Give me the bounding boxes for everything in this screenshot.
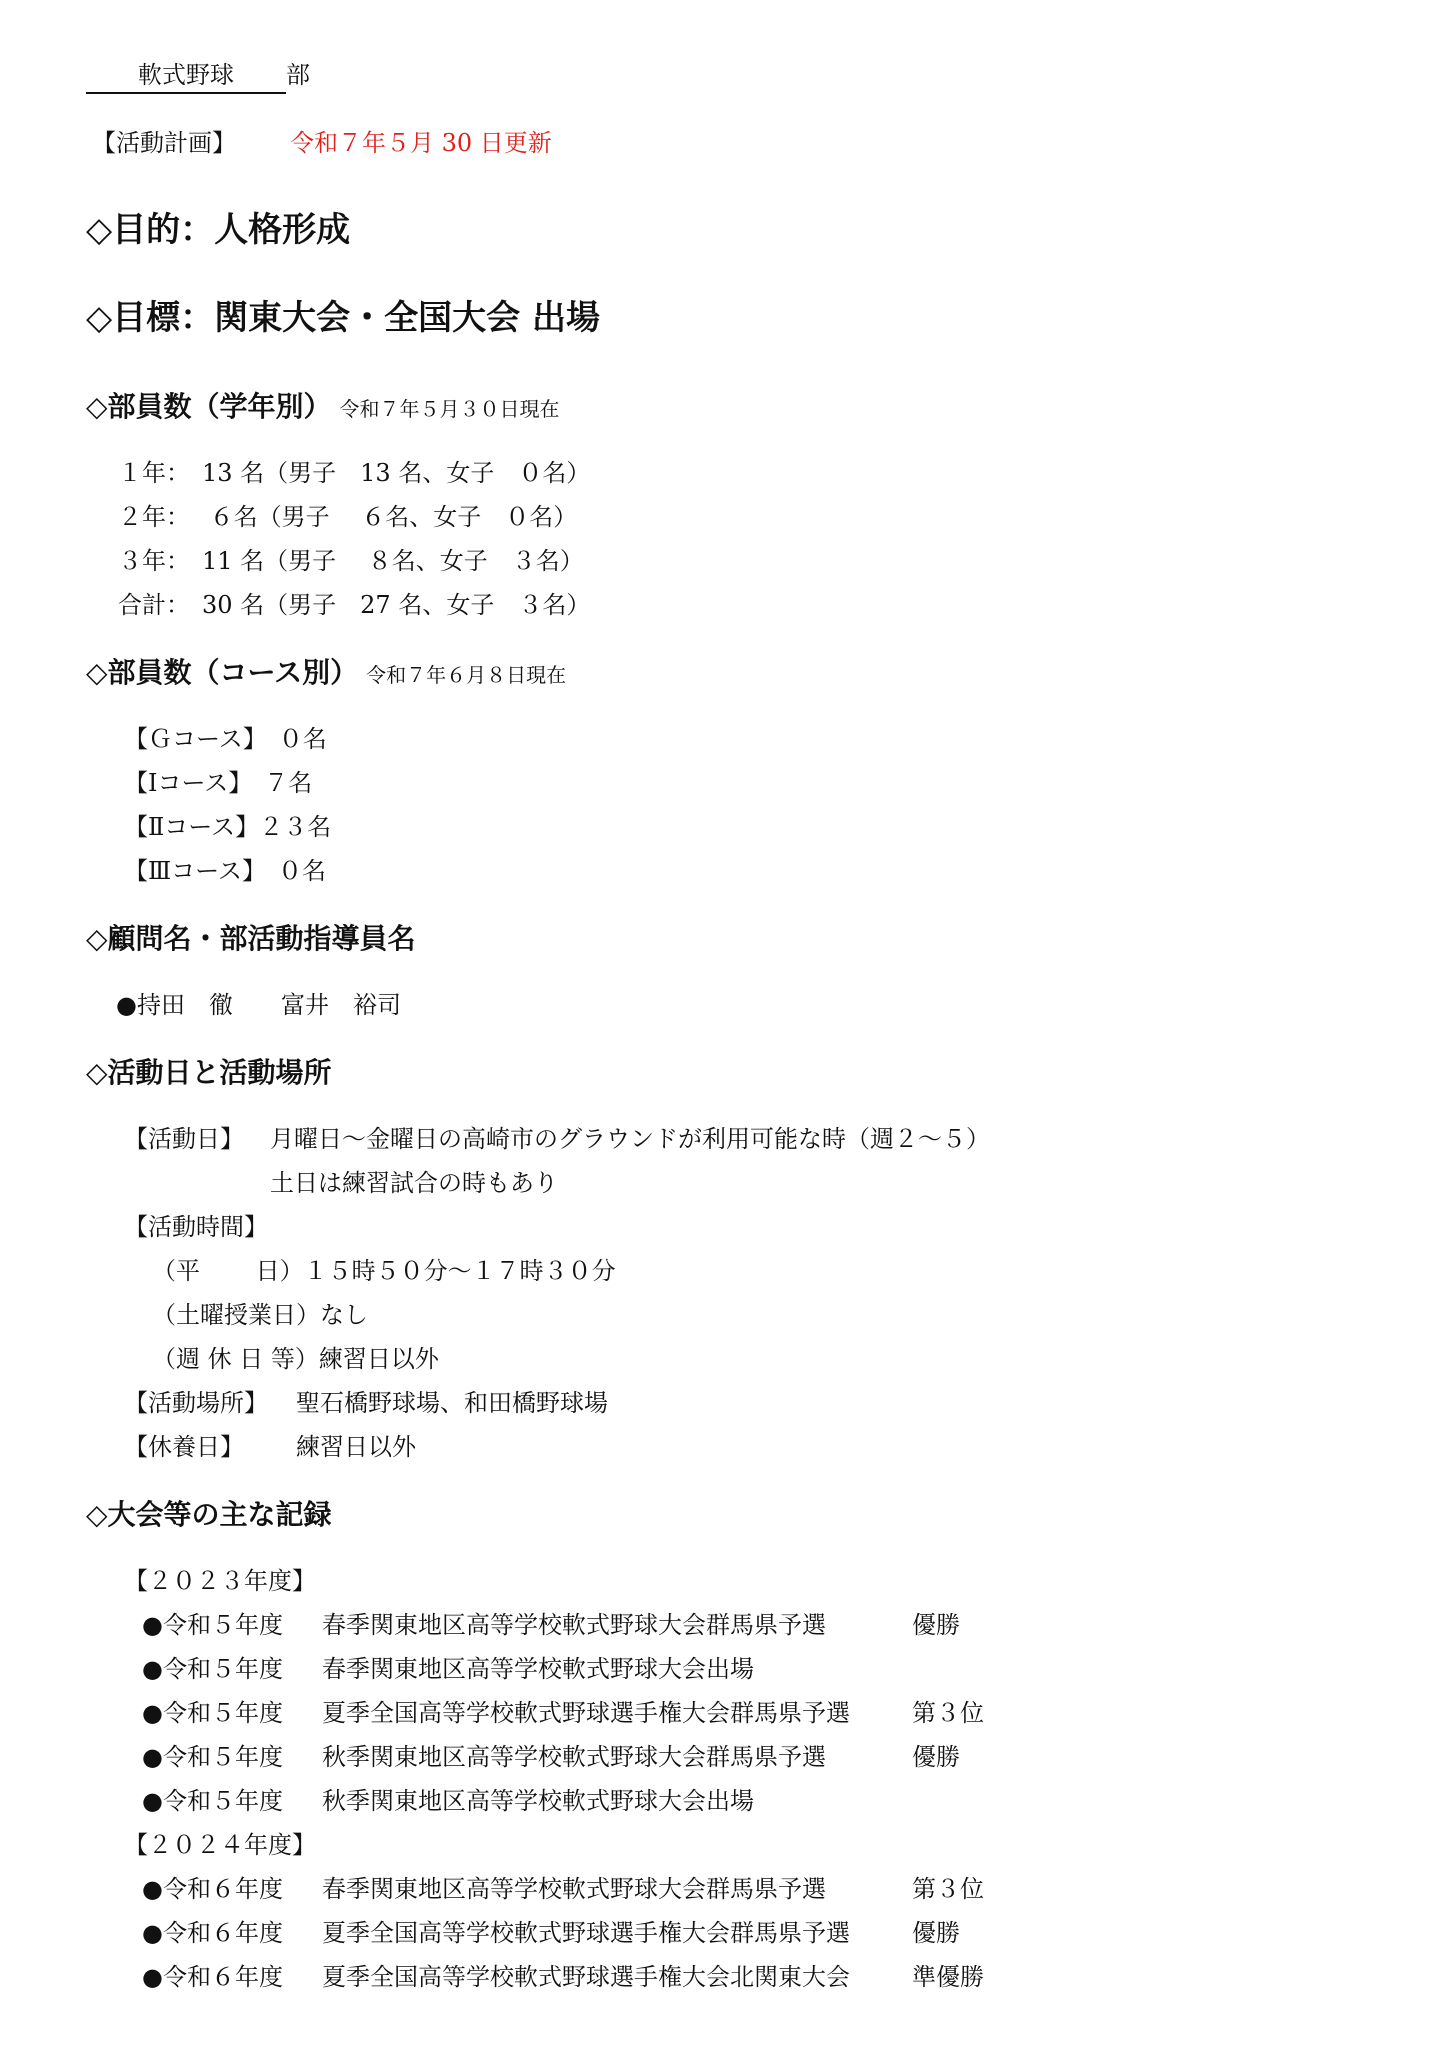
records-year-2023: 【２０２３年度】	[124, 1567, 316, 1595]
members-grade-heading-line	[86, 390, 560, 424]
record-year: ●令和５年度	[142, 1787, 283, 1815]
record-result: 準優勝	[912, 1963, 984, 1991]
activity-days-label: 【活動日】	[124, 1125, 244, 1153]
record-result: 優勝	[912, 1919, 960, 1947]
record-year: ●令和６年度	[142, 1919, 283, 1947]
members-course-heading-line	[86, 656, 566, 690]
activity-heading: ◇活動日と活動場所	[86, 1056, 332, 1089]
records-heading: ◇大会等の主な記録	[86, 1498, 332, 1531]
members-grade-heading: ◇部員数（学年別）	[86, 390, 332, 423]
activity-days-note: 土日は練習試合の時もあり	[270, 1169, 558, 1197]
activity-hours-label: 【活動時間】	[124, 1213, 268, 1241]
club-suffix: 部	[286, 61, 310, 89]
records-year-2024: 【２０２４年度】	[124, 1831, 316, 1859]
grade-row-3: ３年： 11 名（男子 ８名、女子 ３名）	[118, 547, 584, 575]
activity-days-text: 月曜日～金曜日の高崎市のグラウンドが利用可能な時（週２～５）	[270, 1125, 990, 1153]
record-event: 秋季関東地区高等学校軟式野球大会群馬県予選	[322, 1743, 826, 1771]
activity-place-label: 【活動場所】	[124, 1389, 268, 1417]
members-course-as-of: 令和７年６月８日現在	[366, 663, 567, 687]
record-year: ●令和５年度	[142, 1743, 283, 1771]
record-event: 春季関東地区高等学校軟式野球大会群馬県予選	[322, 1875, 826, 1903]
rest-day-label: 【休養日】	[124, 1433, 244, 1461]
purpose-heading: ◇目的：人格形成	[86, 210, 351, 250]
course-row-3: 【Ⅲコース】 ０名	[124, 857, 326, 885]
rest-day-text: 練習日以外	[296, 1433, 416, 1461]
activity-hours-weekday: （平 日）１５時５０分～１７時３０分	[152, 1257, 616, 1285]
grade-row-1: １年： 13 名（男子 13 名、女子 ０名）	[118, 459, 591, 487]
record-year: ●令和５年度	[142, 1611, 283, 1639]
goal-heading: ◇目標：関東大会・全国大会 出場	[86, 298, 600, 338]
record-event: 夏季全国高等学校軟式野球選手権大会北関東大会	[322, 1963, 850, 1991]
advisor-names: ●持田 徹 富井 裕司	[116, 991, 401, 1019]
course-row-2: 【Ⅱコース】２３名	[124, 813, 332, 841]
record-year: ●令和５年度	[142, 1655, 283, 1683]
activity-hours-saturday: （土曜授業日）なし	[152, 1301, 368, 1329]
advisors-heading: ◇顧問名・部活動指導員名	[86, 922, 416, 955]
grade-row-2: ２年： ６名（男子 ６名、女子 ０名）	[118, 503, 578, 531]
record-event: 秋季関東地区高等学校軟式野球大会出場	[322, 1787, 754, 1815]
record-event: 夏季全国高等学校軟式野球選手権大会群馬県予選	[322, 1919, 850, 1947]
activity-place-text: 聖石橋野球場、和田橋野球場	[296, 1389, 608, 1417]
record-year: ●令和６年度	[142, 1963, 283, 1991]
course-row-1: 【Ⅰコース】 ７名	[124, 769, 313, 797]
course-row-g: 【Ｇコース】 ０名	[124, 725, 327, 753]
members-course-heading: ◇部員数（コース別）	[86, 656, 359, 689]
plan-label: 【活動計画】	[92, 129, 236, 157]
record-year: ●令和６年度	[142, 1875, 283, 1903]
record-year: ●令和５年度	[142, 1699, 283, 1727]
club-name: 軟式野球	[86, 60, 286, 94]
record-result: 第３位	[912, 1875, 984, 1903]
record-result: 優勝	[912, 1743, 960, 1771]
updated-date: 令和７年５月 30 日更新	[290, 129, 552, 157]
record-result: 優勝	[912, 1611, 960, 1639]
grade-row-total: 合計： 30 名（男子 27 名、女子 ３名）	[118, 591, 591, 619]
record-event: 春季関東地区高等学校軟式野球大会群馬県予選	[322, 1611, 826, 1639]
members-grade-as-of: 令和７年５月３０日現在	[339, 397, 560, 421]
record-event: 春季関東地区高等学校軟式野球大会出場	[322, 1655, 754, 1683]
activity-hours-holiday: （週 休 日 等）練習日以外	[152, 1345, 439, 1373]
club-name-line	[86, 60, 310, 94]
record-event: 夏季全国高等学校軟式野球選手権大会群馬県予選	[322, 1699, 850, 1727]
record-result: 第３位	[912, 1699, 984, 1727]
